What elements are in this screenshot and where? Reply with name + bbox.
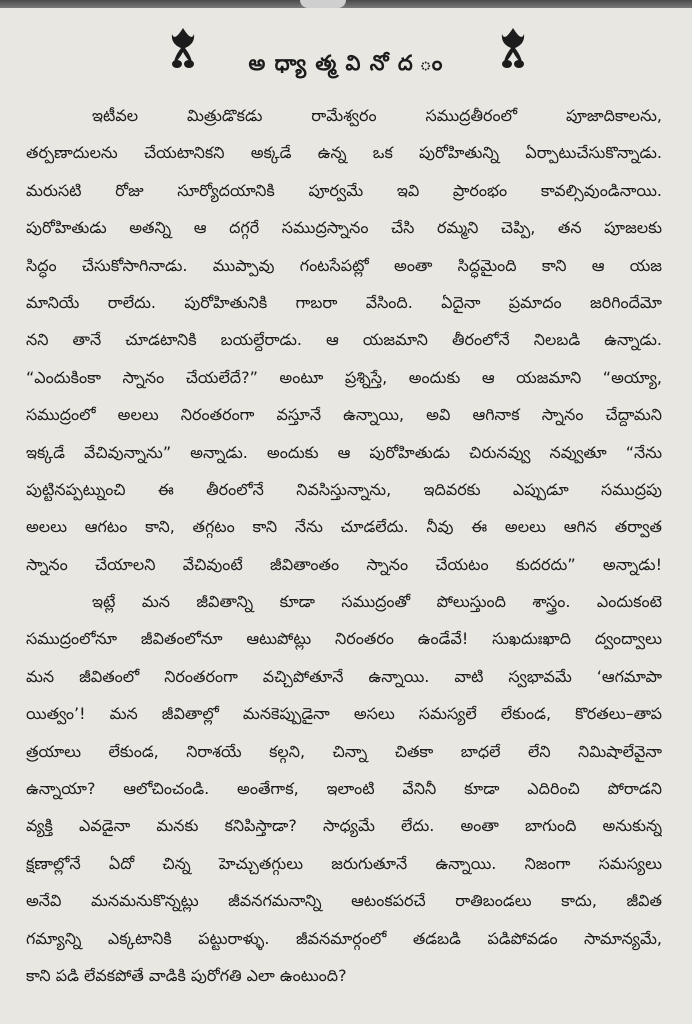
article-body: [26, 97, 662, 994]
column-header: [0, 20, 692, 80]
text-line: వ్యక్తి ఎవడైనా మనకు కనిపిస్తాడా? సాధ్యమే లేదు. అంతా బాగుంది అనుకున్న: [26, 816, 662, 836]
text-line: సిద్ధం చేసుకోసాగినాడు. ముప్పావు గంటసేపట్లో అంతా సిద్ధమైంది కాని ఆ యజ: [26, 255, 662, 275]
text-line: మన జీవితంలో నిరంతరంగా వచ్చిపోతూనే ఉన్నాయి. వాటి స్వభావమే ‘ఆగమాపా: [26, 666, 662, 686]
flame-ornament-icon: [498, 24, 528, 74]
text-line: ఇట్లే మన జీవితాన్ని కూడా సముద్రంతో పోలుస్తుంది శాస్త్రం. ఎందుకంటె: [92, 592, 662, 612]
text-line: క్షణాల్లోనే ఏదో చిన్న హెచ్చుతగ్గులు జరుగుతూనే ఉన్నాయి. నిజంగా సమస్యలు: [26, 853, 662, 873]
text-line: సముద్రంలోనూ జీవితంలోనూ ఆటుపోట్లు నిరంతరం ఉండేవే! సుఖదుఃఖాది ద్వంద్వాలు: [26, 629, 662, 649]
text-line: ఇక్కడే వేచివున్నాను” అన్నాడు. అందుకు ఆ పురోహితుడు చిరునవ్వు నవ్వుతూ “నేను: [26, 442, 662, 462]
top-border-bar: [0, 0, 692, 8]
text-line: నని తానే చూడటానికి బయల్దేరాడు. ఆ యజమాని తీరంలోనే నిలబడి ఉన్నాడు.: [26, 330, 662, 350]
column-title: అ ధ్యా త్మ వి నో ద ం: [248, 51, 444, 75]
text-line: “ఎందుకింకా స్నానం చేయలేదే?” అంటూ ప్రశ్నిస్తే, అందుకు ఆ యజమాని “అయ్యా,: [26, 367, 662, 387]
text-line: పురోహితుడు అతన్ని ఆ దగ్గరే సముద్రస్నానం చేసి రమ్మని చెప్పి, తన పూజలకు: [26, 218, 662, 238]
text-line: యిత్వం’! మన జీవితాల్లో మనకెప్పుడైనా అసలు సమస్యలే లేకుండ, కొరతలు–తాప: [26, 704, 662, 724]
top-border-notch: [300, 0, 346, 8]
text-line: ఉన్నాయా? ఆలోచించండి. అంతేగాక, ఇలాంటి వేనినీ కూడా ఎదిరించి పోరాడని: [26, 779, 662, 799]
text-line: పుట్టినప్పట్నుంచి ఈ తీరంలోనే నివసిస్తున్నాను, ఇదివరకు ఎప్పుడూ సముద్రపు: [26, 479, 662, 499]
text-line: తర్పణాదులను చేయటానికని అక్కడే ఉన్న ఒక పురోహితున్ని ఏర్పాటుచేసుకొన్నాడు.: [26, 143, 662, 163]
text-line: కాని పడి లేవకపోతే వాడికి పురోగతి ఎలా ఉంటుంది?: [26, 965, 347, 985]
text-line: సముద్రంలో అలలు నిరంతరంగా వస్తూనే ఉన్నాయి, అవి ఆగినాక స్నానం చేద్దామని: [26, 405, 662, 425]
text-line: త్రయాలు లేకుండ, నిరాశయే కల్గని, చిన్నా చితకా బాధలే లేని నిమిషాలేవైనా: [26, 741, 662, 761]
text-line: అనేవి మనమనుకొన్నట్లు జీవనగమనాన్ని ఆటంకపరచే రాతిబండలు కాదు, జీవిత: [26, 891, 662, 911]
text-line: స్నానం చేయాలని వేచివుంటే జీవితాంతం స్నానం చేయటం కుదరదు” అన్నాడు!: [26, 554, 662, 574]
text-line: ఇటీవల మిత్రుడొకడు రామేశ్వరం సముద్రతీరంలో పూజాదికాలను,: [92, 106, 662, 125]
flame-ornament-icon: [168, 24, 198, 74]
text-line: మానియే రాలేదు. పురోహితునికి గాబరా వేసింది. ఏదైనా ప్రమాదం జరిగిందేమో: [26, 292, 662, 312]
text-line: గమ్యాన్ని ఎక్కటానికి పట్టురాళ్ళు. జీవనమార్గంలో తడబడి పడిపోవడం సామాన్యమే,: [26, 928, 662, 948]
text-line: మరుసటి రోజు సూర్యోదయానికి పూర్వమే ఇవి ప్రారంభం కావల్సివుండినాయి.: [26, 180, 662, 200]
text-line: అలలు ఆగటం కాని, తగ్గటం కాని నేను చూడలేదు. నీవు ఈ అలలు ఆగిన తర్వాత: [26, 517, 662, 537]
